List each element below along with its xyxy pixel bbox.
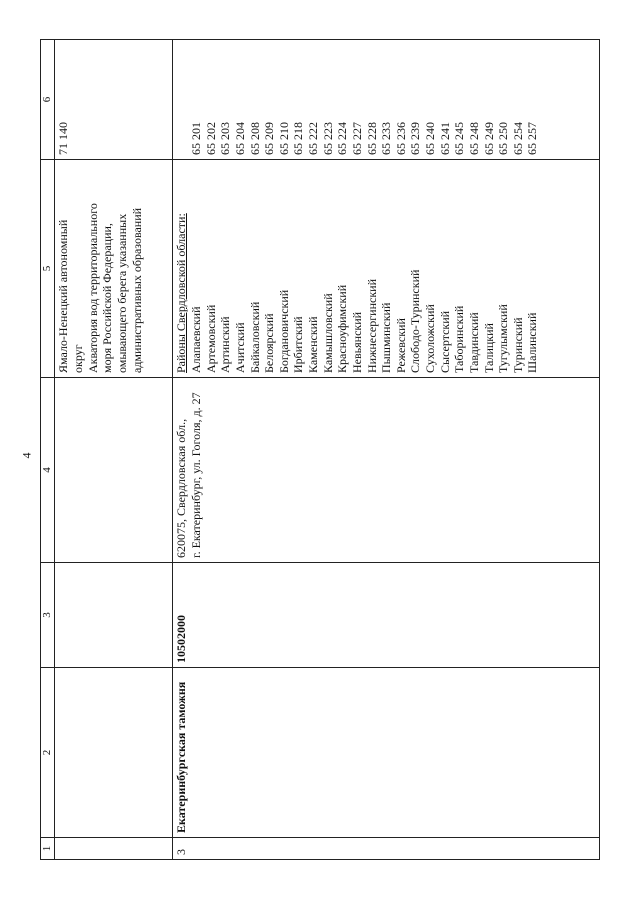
district-item: Сухоложский xyxy=(423,304,438,373)
district-item: Туринский xyxy=(510,317,525,373)
page-number: 4 xyxy=(19,452,34,459)
cell-empty xyxy=(55,378,173,563)
codes-spacer xyxy=(174,44,189,155)
territory-line: Ямало-Ненецкий автономный xyxy=(56,219,71,373)
district-code: 65 218 xyxy=(291,122,306,155)
cell-empty xyxy=(55,838,173,860)
district-code: 65 241 xyxy=(437,122,452,155)
table-row xyxy=(55,40,173,860)
district-code: 65 245 xyxy=(452,122,467,155)
district-code: 65 203 xyxy=(218,122,233,155)
district-item: Ирбитский xyxy=(291,316,306,373)
district-code: 65 208 xyxy=(247,122,262,155)
address-cell xyxy=(173,378,600,563)
district-code: 65 248 xyxy=(466,122,481,155)
district-item: Байкаловский xyxy=(247,301,262,373)
district-item: Артинский xyxy=(218,316,233,373)
customs-name: Екатеринбургская таможня xyxy=(173,668,600,838)
district-item: Артемовский xyxy=(203,304,218,373)
header-col-4: 4 xyxy=(41,378,55,563)
district-code: 65 236 xyxy=(393,122,408,155)
row-number: 3 xyxy=(173,838,600,860)
cell-empty xyxy=(55,668,173,838)
district-item: Каменский xyxy=(306,316,321,373)
header-row xyxy=(41,40,55,860)
customs-table xyxy=(40,39,600,860)
district-code: 65 204 xyxy=(232,122,247,155)
district-code: 65 240 xyxy=(423,122,438,155)
district-item: Камышловский xyxy=(320,293,335,373)
district-code: 65 239 xyxy=(408,122,423,155)
district-item: Ачитский xyxy=(232,322,247,373)
district-item: Невьянский xyxy=(349,311,364,373)
district-code: 65 210 xyxy=(276,122,291,155)
rotated-table-wrapper xyxy=(40,40,600,860)
district-code: 65 249 xyxy=(481,122,496,155)
territory-line: омывающего берега указанных xyxy=(114,213,129,373)
address-line: г. Екатеринбург, ул. Гоголя, д. 27 xyxy=(189,392,204,558)
district-code: 65 201 xyxy=(189,122,204,155)
district-item: Режевский xyxy=(393,318,408,373)
district-code: 65 227 xyxy=(349,122,364,155)
district-code: 65 202 xyxy=(203,122,218,155)
territory-line: административных образований xyxy=(129,207,144,373)
district-code: 65 222 xyxy=(306,122,321,155)
header-col-1: 1 xyxy=(41,838,55,860)
district-item: Тугулымский xyxy=(496,304,511,373)
district-list xyxy=(189,164,540,373)
territory-cell xyxy=(55,160,173,378)
district-code: 65 257 xyxy=(525,122,540,155)
territory-line: Акватория вод территориального xyxy=(85,203,100,373)
territory-line: моря Российской Федерации, xyxy=(100,223,115,373)
district-item: Талицкий xyxy=(481,323,496,373)
header-col-2: 2 xyxy=(41,668,55,838)
header-col-5: 5 xyxy=(41,160,55,378)
district-item: Алапаевский xyxy=(189,306,204,373)
customs-code: 10502000 xyxy=(173,563,600,668)
district-item: Таборинский xyxy=(452,305,467,373)
district-code: 65 233 xyxy=(379,122,394,155)
territory-line: округ xyxy=(71,344,86,373)
code-list xyxy=(189,44,540,155)
district-item: Пышминский xyxy=(379,302,394,373)
district-item: Красноуфимский xyxy=(335,284,350,373)
territory-code: 71 140 xyxy=(55,40,173,160)
district-item: Богдановичский xyxy=(276,289,291,373)
district-item: Нижнесергинский xyxy=(364,279,379,373)
address-line: 620075, Свердловская обл., xyxy=(174,418,189,558)
header-col-6: 6 xyxy=(41,40,55,160)
district-item: Слободо-Туринский xyxy=(408,269,423,373)
header-col-3: 3 xyxy=(41,563,55,668)
table-row xyxy=(173,40,600,860)
district-code: 65 224 xyxy=(335,122,350,155)
district-code: 65 228 xyxy=(364,122,379,155)
district-code: 65 209 xyxy=(262,122,277,155)
district-code: 65 254 xyxy=(510,122,525,155)
cell-empty xyxy=(55,563,173,668)
codes-cell xyxy=(173,40,600,160)
district-item: Белоярский xyxy=(262,313,277,373)
districts-heading: Районы Свердловской области: xyxy=(174,213,189,373)
district-code: 65 250 xyxy=(496,122,511,155)
district-item: Шалинский xyxy=(525,312,540,373)
district-item: Сысертский xyxy=(437,310,452,373)
district-code: 65 223 xyxy=(320,122,335,155)
district-item: Тавдинский xyxy=(466,312,481,373)
districts-cell xyxy=(173,160,600,378)
